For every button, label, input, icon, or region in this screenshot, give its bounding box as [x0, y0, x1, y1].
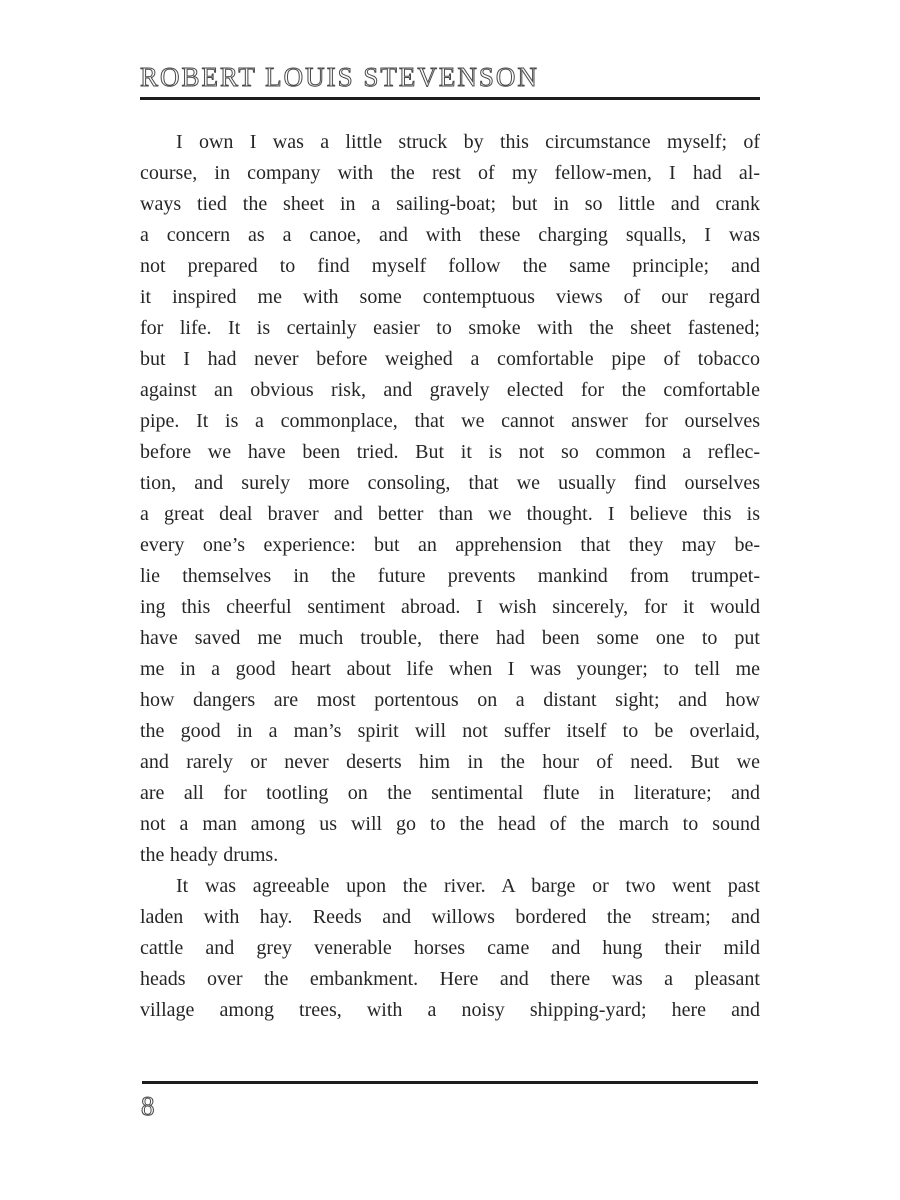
text-line: not a man among us will go to the head of the march to sound — [140, 813, 760, 835]
text-line: laden with hay. Reeds and willows bordered the stream; and — [140, 906, 760, 928]
text-line: It was agreeable upon the river. A barge or two went past — [176, 875, 760, 897]
header-rule — [140, 97, 760, 100]
author-name: ROBERT LOUIS STEVENSON — [140, 62, 539, 92]
text-line: and rarely or never deserts him in the hour of need. But we — [140, 751, 760, 773]
running-header — [140, 60, 760, 94]
text-line: a great deal braver and better than we thought. I believe this is — [140, 503, 760, 525]
text-line: the heady drums. — [140, 844, 279, 866]
text-line: ing this cheerful sentiment abroad. I wish sincerely, for it would — [140, 596, 760, 618]
text-line: before we have been tried. But it is not so common a reflec- — [140, 441, 760, 463]
text-line: not prepared to find myself follow the same principle; and — [140, 255, 760, 277]
text-line: village among trees, with a noisy shipping-yard; here and — [140, 999, 760, 1021]
text-line: against an obvious risk, and gravely elected for the comfortable — [140, 379, 760, 401]
text-line: pipe. It is a commonplace, that we cannot answer for ourselves — [140, 410, 760, 432]
text-line: how dangers are most portentous on a distant sight; and how — [140, 689, 760, 711]
text-line: ways tied the sheet in a sailing-boat; but in so little and crank — [140, 193, 760, 215]
page-number: 8 — [141, 1091, 155, 1121]
footer-rule — [142, 1081, 758, 1084]
text-line: a concern as a canoe, and with these charging squalls, I was — [140, 224, 760, 246]
text-line: heads over the embankment. Here and there was a pleasant — [140, 968, 760, 990]
text-line: lie themselves in the future prevents mankind from trumpet- — [140, 565, 760, 587]
paragraph — [140, 871, 760, 1026]
text-line: it inspired me with some contemptuous views of our regard — [140, 286, 760, 308]
text-line: for life. It is certainly easier to smoke with the sheet fastened; — [140, 317, 760, 339]
text-line: tion, and surely more consoling, that we usually find ourselves — [140, 472, 760, 494]
paragraph — [140, 127, 760, 871]
text-line: the good in a man’s spirit will not suffer itself to be overlaid, — [140, 720, 760, 742]
text-line: have saved me much trouble, there had been some one to put — [140, 627, 760, 649]
body-text — [140, 127, 760, 1026]
text-line: are all for tootling on the sentimental flute in literature; and — [140, 782, 760, 804]
text-line: but I had never before weighed a comfortable pipe of tobacco — [140, 348, 760, 370]
text-line: course, in company with the rest of my fellow-men, I had al- — [140, 162, 760, 184]
text-line: every one’s experience: but an apprehension that they may be- — [140, 534, 760, 556]
text-line: cattle and grey venerable horses came and hung their mild — [140, 937, 760, 959]
text-line: me in a good heart about life when I was younger; to tell me — [140, 658, 760, 680]
text-line: I own I was a little struck by this circumstance myself; of — [176, 131, 760, 153]
